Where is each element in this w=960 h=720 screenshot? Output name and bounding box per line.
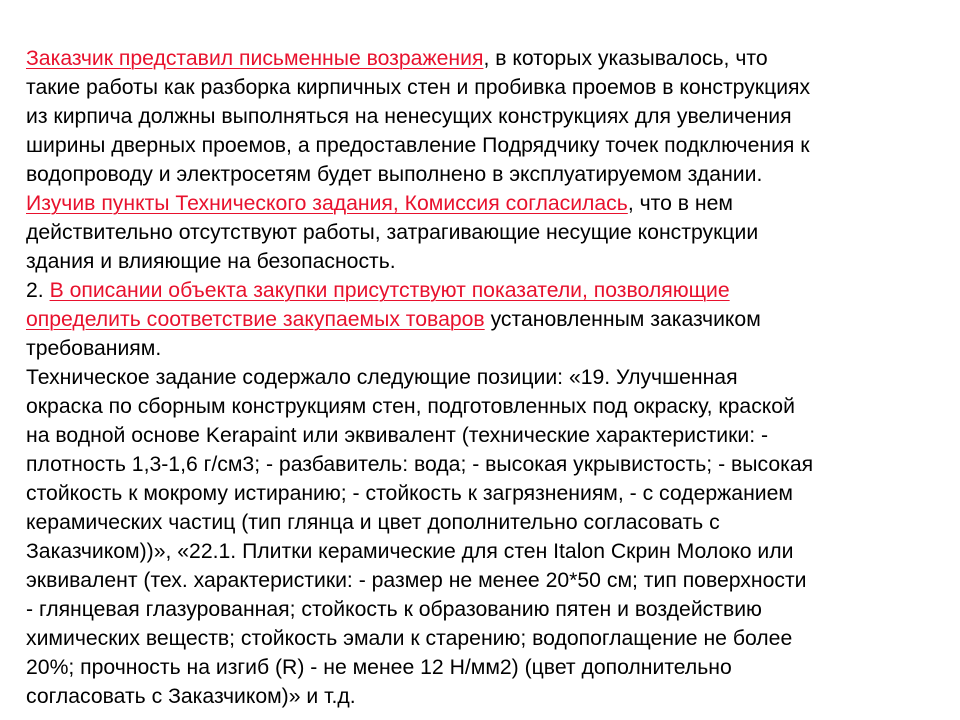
text-line [26, 73, 936, 102]
text-segment: , в которых указывалось, что [483, 47, 768, 70]
text-line [26, 392, 936, 421]
text-line [26, 595, 936, 624]
text-segment: 2. [26, 279, 50, 302]
text-line [26, 218, 936, 247]
paragraph-4 [26, 363, 936, 711]
text-line [26, 276, 936, 305]
text-segment: Техническое задание содержало следующие позиции: «19. Улучшенная [26, 366, 738, 389]
highlighted-phrase: Заказчик представил письменные возражения [26, 47, 484, 70]
text-segment: установленным заказчиком [484, 308, 761, 331]
text-segment: ширины дверных проемов, а предоставление Подрядчику точек подключения к [26, 134, 810, 157]
text-line [26, 334, 936, 363]
text-segment: керамических частиц (тип глянца и цвет дополнительно согласовать с [26, 511, 720, 534]
text-segment: действительно отсутствуют работы, затрагивающие несущие конструкции [26, 221, 759, 244]
text-segment: согласовать с Заказчиком)» и т.д. [26, 685, 356, 708]
text-line [26, 131, 936, 160]
highlighted-phrase: определить соответствие закупаемых товаров [26, 308, 485, 331]
text-segment: из кирпича должны выполняться на ненесущих конструкциях для увеличения [26, 105, 792, 128]
highlighted-phrase: Изучив пункты Технического задания, Комиссия согласилась [26, 192, 628, 215]
text-line [26, 421, 936, 450]
text-line [26, 305, 936, 334]
text-segment: водопроводу и электросетям будет выполнено в эксплуатируемом здании. [26, 163, 763, 186]
text-line [26, 479, 936, 508]
text-line [26, 537, 936, 566]
text-segment: такие работы как разборка кирпичных стен и пробивка проемов в конструкциях [26, 76, 811, 99]
text-line [26, 682, 936, 711]
text-segment: стойкость к мокрому истиранию; - стойкость к загрязнениям, - с содержанием [26, 482, 793, 505]
text-segment: на водной основе Kerapaint или эквивалент (технические характеристики: - [26, 424, 769, 447]
text-line [26, 653, 936, 682]
text-segment: здания и влияющие на безопасность. [26, 250, 396, 273]
text-segment: химических веществ; стойкость эмали к старению; водопоглащение не более [26, 627, 793, 650]
text-line [26, 363, 936, 392]
text-line [26, 624, 936, 653]
text-segment: 20%; прочность на изгиб (R) - не менее 12 Н/мм2) (цвет дополнительно [26, 656, 732, 679]
text-segment: плотность 1,3-1,6 г/см3; - разбавитель: вода; - высокая укрывистость; - высокая [26, 453, 814, 476]
text-line [26, 44, 936, 73]
paragraph-2 [26, 189, 936, 276]
text-segment: эквивалент (тех. характеристики: - размер не менее 20*50 см; тип поверхности [26, 569, 807, 592]
text-segment: окраска по сборным конструкциям стен, подготовленных под окраску, краской [26, 395, 795, 418]
paragraph-1 [26, 44, 936, 189]
text-line [26, 160, 936, 189]
text-segment: Заказчиком))», «22.1. Плитки керамические для стен Italon Скрин Молоко или [26, 540, 794, 563]
text-segment: требованиям. [26, 337, 162, 360]
text-line [26, 450, 936, 479]
text-line [26, 189, 936, 218]
paragraph-3 [26, 276, 936, 363]
text-line [26, 102, 936, 131]
text-segment: - глянцевая глазурованная; стойкость к образованию пятен и воздействию [26, 598, 762, 621]
text-line [26, 247, 936, 276]
text-segment: , что в нем [627, 192, 733, 215]
text-line [26, 508, 936, 537]
text-line [26, 566, 936, 595]
slide-text-body [26, 44, 936, 711]
highlighted-phrase: В описании объекта закупки присутствуют показатели, позволяющие [49, 279, 730, 302]
